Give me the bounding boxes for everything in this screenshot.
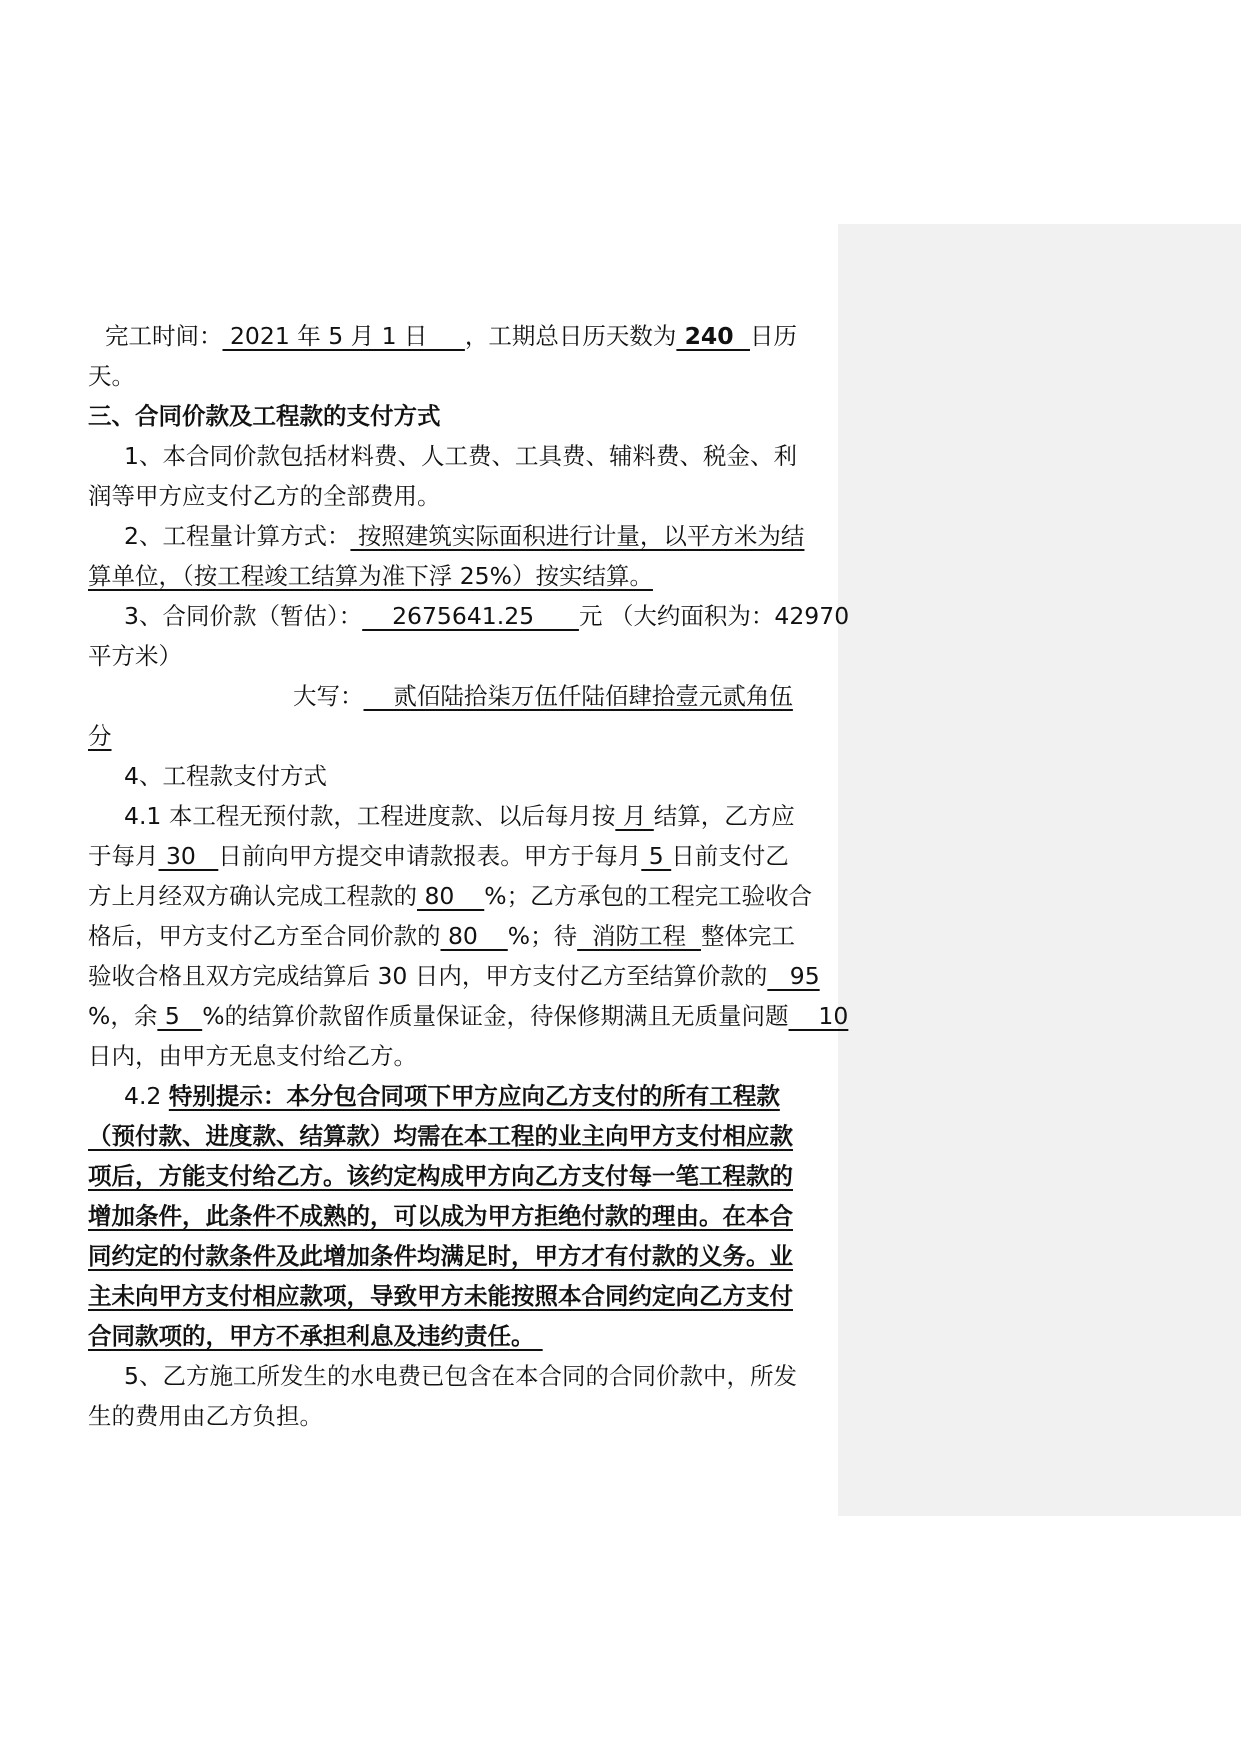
p41-text-f: 方上月经双方确认完成工程款的	[88, 882, 417, 910]
completion-cont-text: 天。	[88, 362, 135, 390]
duration-unit: 日历	[750, 322, 797, 350]
item-1-line-1	[88, 436, 863, 476]
p41-retention-5: 5	[157, 1002, 203, 1030]
item-5-line-2	[88, 1396, 863, 1436]
p42-line-2	[88, 1116, 863, 1156]
section-3-title: 三、合同价款及工程款的支付方式	[88, 402, 441, 430]
item-5-line-1	[88, 1356, 863, 1396]
p41-days-10: 10	[788, 1002, 849, 1030]
item-3-area-unit: 平方米）	[88, 642, 182, 670]
completion-line	[88, 316, 863, 356]
p41-percent-95: 95	[767, 962, 820, 990]
p41-line-1	[88, 796, 863, 836]
amount-in-words-line-2	[88, 716, 863, 756]
p41-text-i: %；待	[507, 922, 578, 950]
item-2-line-1	[88, 516, 863, 556]
p42-text-6: 主未向甲方支付相应款项，导致甲方未能按照本合同约定向乙方支付	[88, 1282, 793, 1310]
p41-line-7	[88, 1036, 863, 1076]
p42-line-5	[88, 1236, 863, 1276]
p42-prefix: 4.2	[124, 1082, 169, 1110]
p42-text-5: 同约定的付款条件及此增加条件均满足时，甲方才有付款的义务。业	[88, 1242, 793, 1270]
comment-pane	[838, 224, 1241, 1516]
p41-line-2	[88, 836, 863, 876]
p41-text-g: %；乙方承包的工程完工验收合	[484, 882, 813, 910]
item-1-text-1: 1、本合同价款包括材料费、人工费、工具费、辅料费、税金、利	[124, 442, 797, 470]
item-5-text-2: 生的费用由乙方负担。	[88, 1402, 323, 1430]
p41-text-a: 4.1 本工程无预付款，工程进度款、以后每月按	[124, 802, 616, 830]
item-3-label: 3、合同价款（暂估）：	[124, 602, 363, 630]
section-3-heading	[88, 396, 863, 436]
item-3-line-2	[88, 636, 863, 676]
duration-days: 240	[676, 322, 750, 350]
completion-label: 完工时间：	[105, 322, 223, 350]
p41-text-d: 日前向甲方提交申请款报表。甲方于每月	[218, 842, 642, 870]
p41-text-c: 于每月	[88, 842, 159, 870]
completion-date: 2021 年 5 月 1 日	[222, 322, 465, 350]
item-3-area: 元 （大约面积为：42970	[578, 602, 850, 630]
p41-line-4	[88, 916, 863, 956]
p42-line-6	[88, 1276, 863, 1316]
p41-day-5: 5	[641, 842, 672, 870]
p42-line-4	[88, 1196, 863, 1236]
item-3-line-1	[88, 596, 863, 636]
p42-line-1	[88, 1076, 863, 1116]
p41-line-6	[88, 996, 863, 1036]
p42-text-1: 特别提示：本分包合同项下甲方应向乙方支付的所有工程款	[168, 1082, 780, 1110]
duration-label: ，工期总日历天数为	[464, 322, 677, 350]
p42-text-2: （预付款、进度款、结算款）均需在本工程的业主向甲方支付相应款	[88, 1122, 793, 1150]
amount-in-words-1: 贰佰陆拾柒万伍仟陆佰肆拾壹元贰角伍	[363, 682, 793, 710]
contract-amount: 2675641.25	[362, 602, 579, 630]
amount-in-words-line-1	[88, 676, 863, 716]
p41-text-e: 日前支付乙	[671, 842, 789, 870]
p41-text-l: %，余	[88, 1002, 158, 1030]
p41-text-k: 验收合格且双方完成结算后 30 日内，甲方支付乙方至结算价款的	[88, 962, 768, 990]
p41-line-3	[88, 876, 863, 916]
amount-in-words-label: 大写：	[293, 682, 364, 710]
item-2-method-1: 按照建筑实际面积进行计量，以平方米为结	[350, 522, 805, 550]
p42-text-3: 项后，方能支付给乙方。该约定构成甲方向乙方支付每一笔工程款的	[88, 1162, 793, 1190]
p41-text-m: %的结算价款留作质量保证金，待保修期满且无质量问题	[202, 1002, 789, 1030]
item-2-line-2	[88, 556, 863, 596]
p42-line-7	[88, 1316, 863, 1356]
item-2-method-2: 算单位，（按工程竣工结算为准下浮 25%）按实结算。	[88, 562, 653, 590]
item-4-heading	[88, 756, 863, 796]
p41-percent-80b: 80	[440, 922, 508, 950]
completion-line-cont	[88, 356, 863, 396]
p41-day-30: 30	[158, 842, 219, 870]
p41-text-j: 整体完工	[701, 922, 795, 950]
item-1-line-2	[88, 476, 863, 516]
p41-fire-project: 消防工程	[577, 922, 701, 950]
item-5-text-1: 5、乙方施工所发生的水电费已包含在本合同的合同价款中，所发	[124, 1362, 797, 1390]
p42-line-3	[88, 1156, 863, 1196]
p41-percent-80a: 80	[417, 882, 485, 910]
p41-line-5	[88, 956, 863, 996]
item-4-title: 4、工程款支付方式	[124, 762, 327, 790]
item-2-label: 2、工程量计算方式：	[124, 522, 351, 550]
p42-text-4: 增加条件，此条件不成熟的，可以成为甲方拒绝付款的理由。在本合	[88, 1202, 793, 1230]
p41-text-h: 格后，甲方支付乙方至合同价款的	[88, 922, 441, 950]
p42-text-7: 合同款项的，甲方不承担利息及违约责任。	[88, 1322, 543, 1350]
p41-settle-period: 月	[615, 802, 654, 830]
amount-in-words-2: 分	[88, 722, 112, 750]
p41-text-b: 结算，乙方应	[653, 802, 795, 830]
item-1-text-2: 润等甲方应支付乙方的全部费用。	[88, 482, 441, 510]
p41-text-n: 日内，由甲方无息支付给乙方。	[88, 1042, 417, 1070]
document-body	[88, 316, 863, 1436]
